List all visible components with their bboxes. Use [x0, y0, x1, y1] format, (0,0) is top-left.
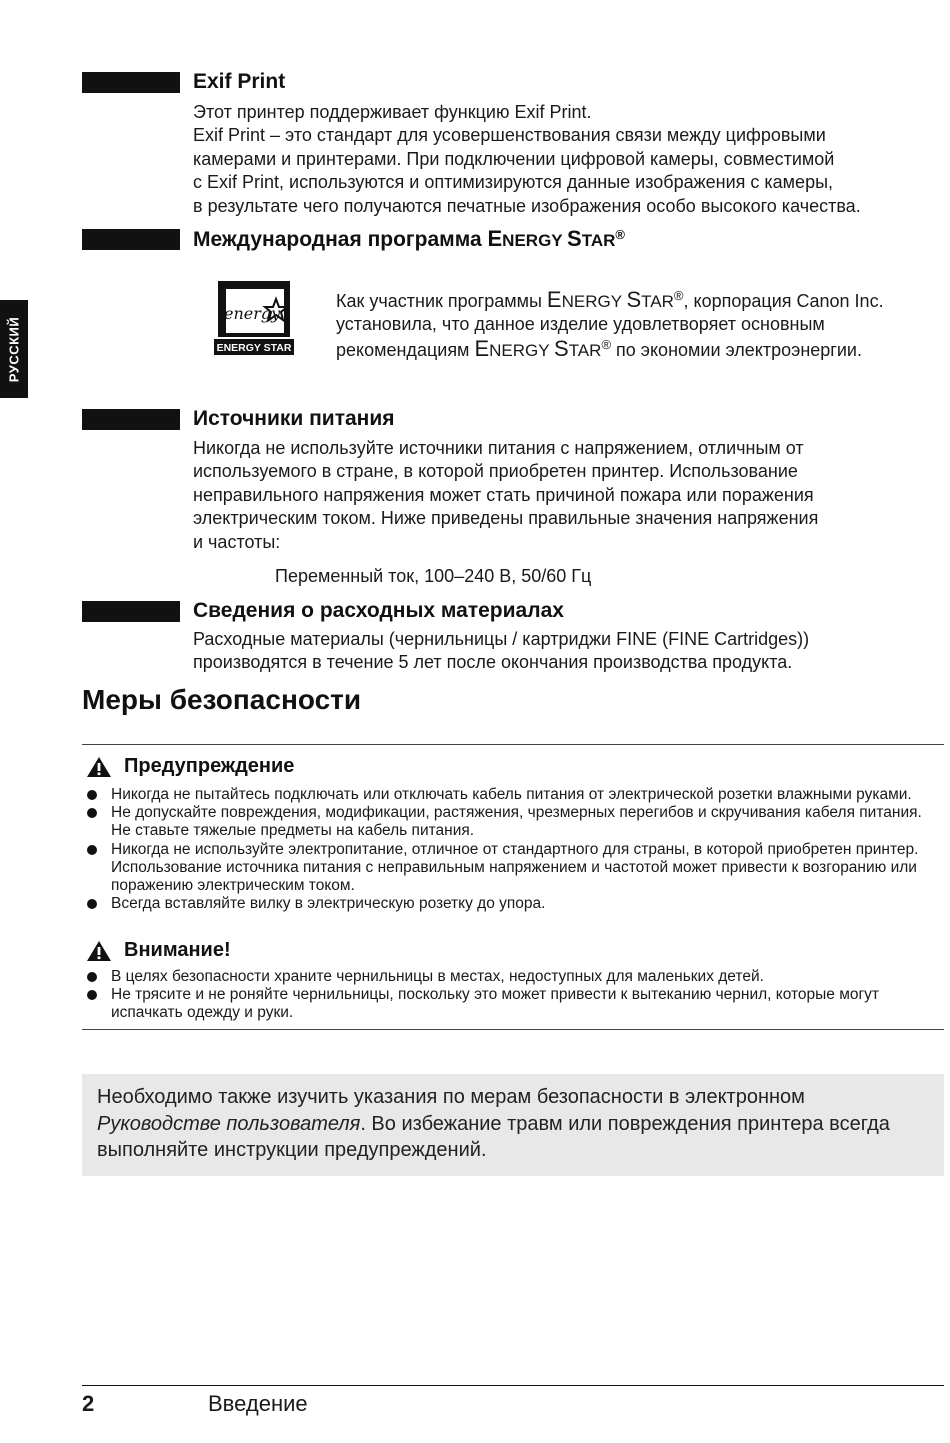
exif-line: Этот принтер поддерживает функцию Exif Print. — [193, 102, 592, 122]
exif-line: в результате чего получаются печатные изображения особо высокого качества. — [193, 195, 861, 216]
power-line: Никогда не используйте источники питания с напряжением, отличным от — [193, 438, 804, 458]
page-number: 2 — [82, 1391, 95, 1416]
list-item: Всегда вставляйте вилку в электрическую розетку до упора. — [86, 895, 936, 913]
section-marker-bar — [82, 72, 180, 93]
note-box: Необходимо также изучить указания по мерам безопасности в электронном Руководстве пользователя. Во избежание травм или повреждения принтера всегда выполняйте инструкции предупреждений. — [82, 1074, 944, 1176]
energy-logo-text: ENERGY STAR — [216, 342, 292, 354]
safety-title: Меры безопасности — [82, 684, 362, 715]
energy-logo-script: energy — [224, 304, 281, 323]
section-marker-bar — [82, 409, 180, 430]
list-item: Никогда не пытайтесь подключать или отключать кабель питания от электрической розетки влажными руками. — [86, 786, 936, 804]
warning-list — [86, 786, 936, 913]
warning-heading: Предупреждение — [86, 755, 294, 778]
warning-triangle-icon — [86, 756, 112, 778]
language-tab-label: РУССКИЙ — [6, 316, 22, 382]
energy-line: рекомендациям ENERGY STAR® по экономии электроэнергии. — [336, 335, 862, 361]
energy-line: Как участник программы ENERGY STAR®, корпорация Canon Inc. — [336, 287, 884, 312]
energy-line: установила, что данное изделие удовлетворяет основным — [336, 314, 825, 335]
consumables-heading: Сведения о расходных материалах — [193, 599, 564, 622]
divider — [82, 1029, 944, 1030]
consumables-line: производятся в течение 5 лет после окончания производства продукта. — [193, 652, 793, 673]
section-marker-bar — [82, 229, 180, 250]
caution-list — [86, 968, 936, 1023]
caution-triangle-icon — [86, 940, 112, 962]
consumables-line: Расходные материалы (чернильницы / картриджи FINE (FINE Cartridges)) — [193, 629, 810, 649]
power-heading: Источники питания — [193, 407, 395, 430]
power-body — [193, 437, 818, 554]
power-spec: Переменный ток, 100–240 В, 50/60 Гц — [275, 566, 592, 586]
energy-heading: Международная программа ENERGY STAR® — [193, 226, 626, 251]
list-item: Не трясите и не роняйте чернильницы, поскольку это может привести к вытеканию чернил, которые могут испачкать одежду и руки. — [86, 986, 936, 1022]
energy-body — [336, 288, 884, 362]
footer-rule — [82, 1385, 944, 1386]
exif-line: с Exif Print, используются и оптимизируются данные изображения с камеры, — [193, 172, 834, 193]
section-marker-bar — [82, 601, 180, 622]
user-guide-reference: Руководстве пользователя — [97, 1112, 361, 1135]
exif-body — [193, 101, 861, 218]
language-tab — [0, 300, 28, 398]
exif-line: Exif Print – это стандарт для усовершенствования связи между цифровыми — [193, 125, 826, 146]
power-line: электрическим током. Ниже приведены правильные значения напряжения — [193, 508, 819, 529]
caution-heading: Внимание! — [86, 939, 231, 962]
divider — [82, 744, 944, 745]
exif-heading: Exif Print — [193, 70, 286, 93]
power-line: и частоты: — [193, 531, 281, 552]
consumables-body — [193, 628, 809, 675]
exif-line: камерами и принтерами. При подключении цифровой камеры, совместимой — [193, 148, 835, 169]
list-item: Не допускайте повреждения, модификации, растяжения, чрезмерных перегибов и скручивания кабеля питания. Не ставьте тяжелые предметы на кабель питания. — [86, 804, 936, 840]
power-line: используемого в стране, в которой приобретен принтер. Использование — [193, 461, 798, 482]
list-item: В целях безопасности храните чернильницы в местах, недоступных для маленьких детей. — [86, 968, 936, 986]
power-line: неправильного напряжения может стать причиной пожара или поражения — [193, 484, 814, 505]
energy-star-logo — [214, 277, 294, 357]
list-item: Никогда не используйте электропитание, отличное от стандартного для страны, в которой приобретен принтер. Использование источника питания с неправильным напряжением и частотой может привести к возгоранию или поражению электрическим током. — [86, 841, 936, 896]
footer-section-title: Введение — [208, 1391, 308, 1416]
